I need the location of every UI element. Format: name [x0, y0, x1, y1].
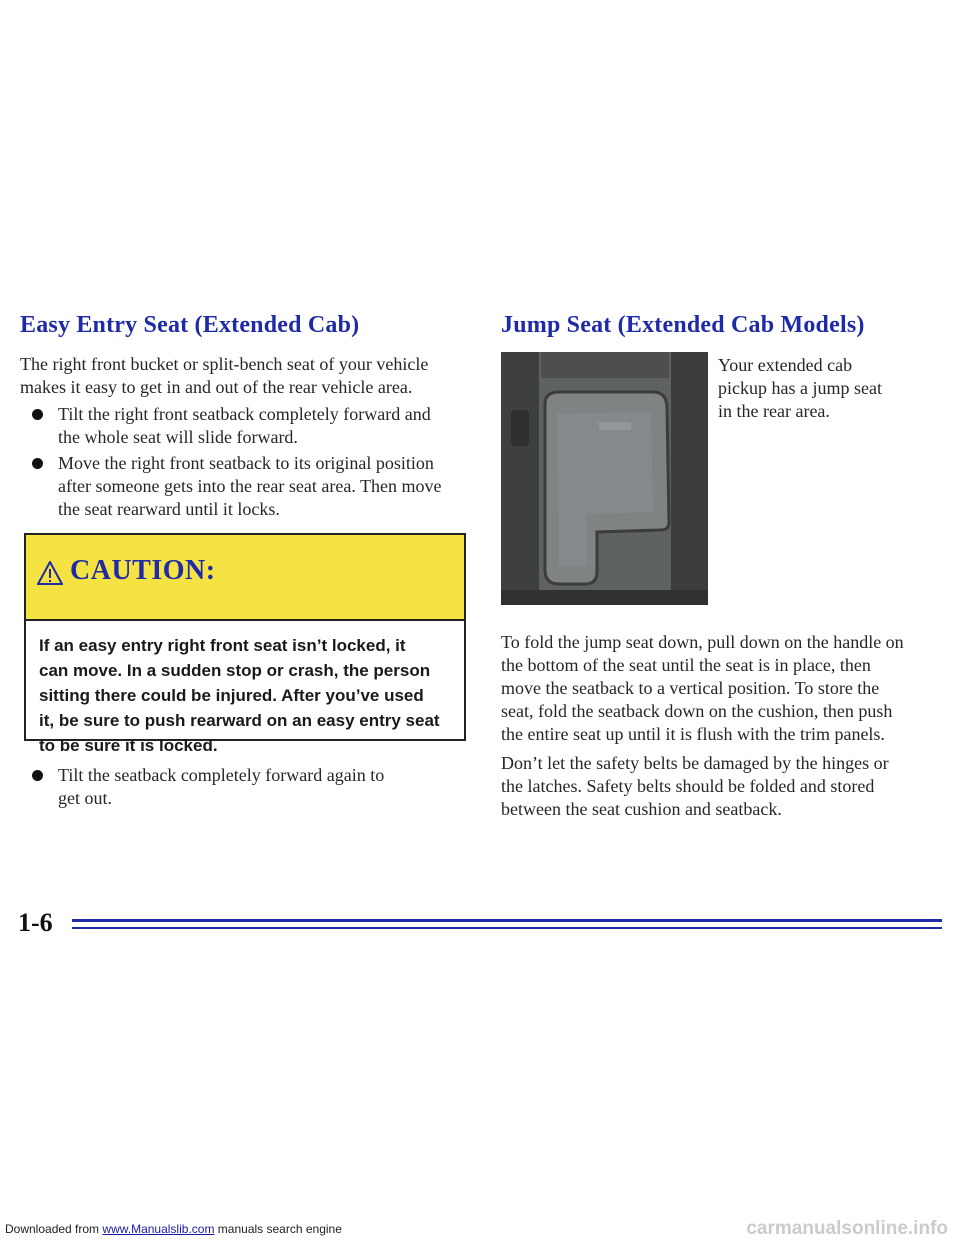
warning-triangle-icon [37, 561, 63, 585]
footer-rule [72, 919, 942, 922]
bullet-line: Tilt the right front seatback completely forward and [58, 404, 431, 424]
paragraph-line: seat, fold the seatback down on the cushion, then push [501, 701, 893, 721]
intro-line: The right front bucket or split-bench seat of your vehicle [20, 354, 429, 374]
caption-line: Your extended cab [718, 355, 853, 375]
bullet-line: Move the right front seatback to its original position [58, 453, 434, 473]
jump-seat-caption [718, 354, 948, 423]
easy-entry-intro [20, 353, 480, 399]
bullet-line: get out. [58, 788, 112, 808]
manualslib-link[interactable]: www.Manualslib.com [102, 1222, 215, 1236]
download-banner [5, 1222, 342, 1236]
paragraph-line: between the seat cushion and seatback. [501, 799, 782, 819]
bullet-dot-icon [32, 458, 43, 469]
watermark-text: carmanualsonline.info [746, 1218, 948, 1239]
caution-line: If an easy entry right front seat isn’t locked, it [39, 636, 406, 655]
bullet-dot-icon [32, 770, 43, 781]
jump-seat-heading: Jump Seat (Extended Cab Models) [501, 312, 865, 338]
caution-line: to be sure it is locked. [39, 736, 218, 755]
bullet-line: after someone gets into the rear seat area. Then move [58, 476, 442, 496]
paragraph-line: the entire seat up until it is flush with the trim panels. [501, 724, 885, 744]
jump-seat-paragraph-2 [501, 752, 951, 821]
caution-banner [26, 535, 464, 621]
caution-line: can move. In a sudden stop or crash, the person [39, 661, 431, 680]
paragraph-line: the latches. Safety belts should be folded and stored [501, 776, 875, 796]
paragraph-line: Don’t let the safety belts be damaged by the hinges or [501, 753, 889, 773]
caution-line: it, be sure to push rearward on an easy entry seat [39, 711, 440, 730]
caution-line: sitting there could be injured. After you’ve used [39, 686, 424, 705]
bullet-item [32, 764, 477, 810]
jump-seat-image [501, 352, 708, 605]
paragraph-line: the bottom of the seat until the seat is in place, then [501, 655, 871, 675]
easy-entry-heading: Easy Entry Seat (Extended Cab) [20, 312, 360, 338]
bullet-line: the seat rearward until it locks. [58, 499, 280, 519]
bullet-item [32, 403, 477, 449]
bullet-dot-icon [32, 409, 43, 420]
download-prefix: Downloaded from [5, 1222, 100, 1236]
caution-title: CAUTION: [70, 555, 216, 586]
caution-box [24, 533, 466, 755]
page-number: 1-6 [18, 908, 53, 937]
download-suffix: manuals search engine [217, 1222, 342, 1236]
bullet-item [32, 452, 477, 521]
intro-line: makes it easy to get in and out of the rear vehicle area. [20, 377, 413, 397]
jump-seat-paragraph-1 [501, 631, 951, 746]
jump-seat-photo [501, 352, 708, 605]
caption-line: in the rear area. [718, 401, 830, 421]
paragraph-line: move the seatback to a vertical position. To store the [501, 678, 880, 698]
footer-rule [72, 927, 942, 929]
bullet-line: Tilt the seatback completely forward again to [58, 765, 385, 785]
bullet-line: the whole seat will slide forward. [58, 427, 298, 447]
paragraph-line: To fold the jump seat down, pull down on the handle on [501, 632, 904, 652]
caution-text [39, 633, 459, 758]
caption-line: pickup has a jump seat [718, 378, 882, 398]
